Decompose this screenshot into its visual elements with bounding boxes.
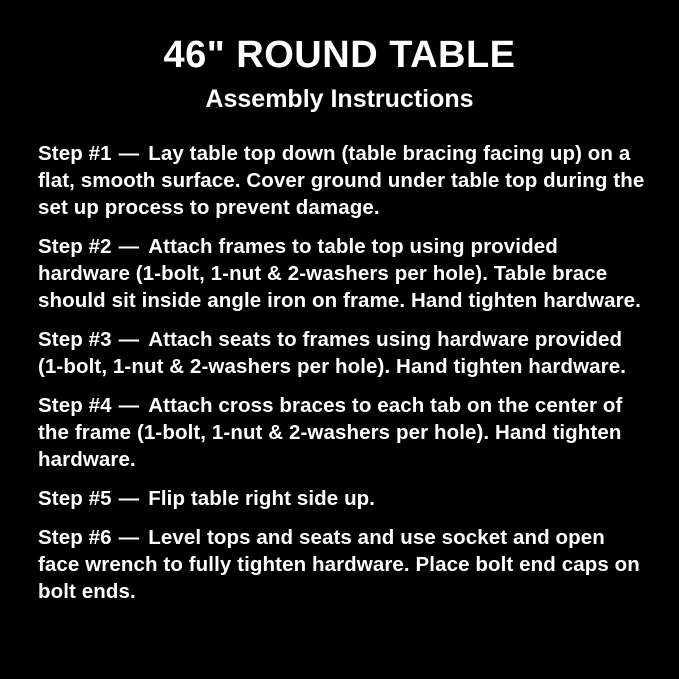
- page-subtitle: Assembly Instructions: [205, 84, 474, 113]
- step-text: Flip table right side up.: [148, 487, 376, 511]
- em-dash: —: [118, 394, 140, 418]
- step-item-1: [38, 140, 649, 221]
- step-label: Step #1: [38, 142, 112, 166]
- step-label: Step #4: [38, 394, 112, 418]
- step-text: Lay table top down (table bracing facing up) on a flat, smooth surface. Cover ground under table top during the set up process to prevent damage.: [38, 142, 645, 220]
- step-item-6: [38, 524, 649, 605]
- step-text: Level tops and seats and use socket and open face wrench to fully tighten hardware. Place bolt end caps on bolt ends.: [38, 526, 640, 604]
- step-text: Attach cross braces to each tab on the center of the frame (1-bolt, 1-nut & 2-washers per hole). Hand tighten hardware.: [38, 394, 623, 472]
- step-label: Step #5: [38, 487, 112, 511]
- em-dash: —: [118, 235, 140, 259]
- em-dash: —: [118, 526, 140, 550]
- steps-list: [38, 140, 649, 605]
- step-item-4: [38, 392, 649, 473]
- step-text: Attach seats to frames using hardware provided (1-bolt, 1-nut & 2-washers per hole). Hand tighten hardware.: [38, 328, 627, 379]
- em-dash: —: [118, 142, 140, 166]
- step-item-5: [38, 485, 649, 512]
- em-dash: —: [118, 487, 140, 511]
- step-item-2: [38, 233, 649, 314]
- step-item-3: [38, 326, 649, 380]
- step-label: Step #2: [38, 235, 112, 259]
- step-label: Step #3: [38, 328, 112, 352]
- step-text: Attach frames to table top using provided hardware (1-bolt, 1-nut & 2-washers per hole). Table brace should sit inside angle iron on frame. Hand tighten hardware.: [38, 235, 641, 313]
- page-title: 46" ROUND TABLE: [163, 34, 516, 76]
- em-dash: —: [118, 328, 140, 352]
- step-label: Step #6: [38, 526, 112, 550]
